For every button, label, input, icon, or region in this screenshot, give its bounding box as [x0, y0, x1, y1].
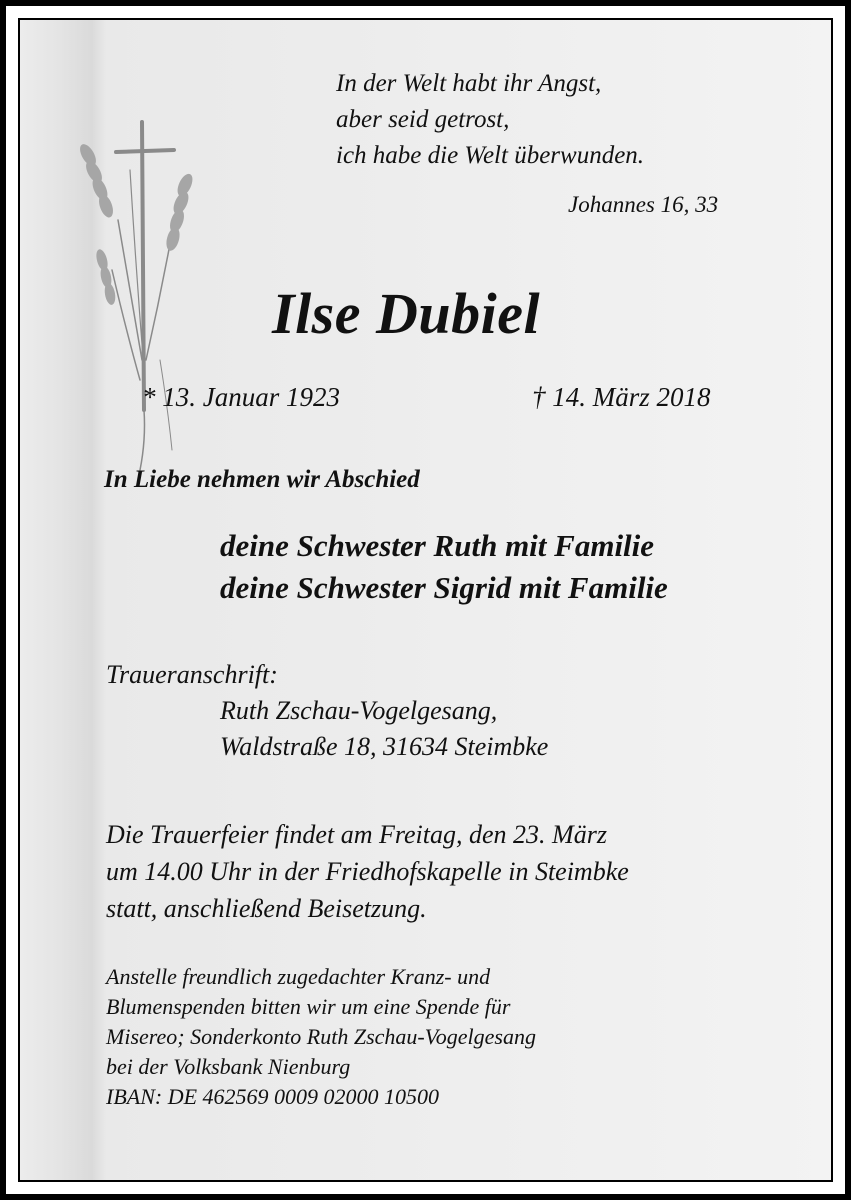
service-line-2: um 14.00 Uhr in der Friedhofskapelle in Steimbke	[106, 857, 629, 886]
notice-outer-frame	[6, 6, 845, 1194]
service-line-3: statt, anschließend Beisetzung.	[106, 894, 427, 923]
cross-wheat-icon	[60, 110, 210, 480]
donation-line-2: Blumenspenden bitten wir um eine Spende für	[106, 994, 511, 1019]
death-date: † 14. März 2018	[532, 382, 711, 412]
mourner-line-2: deine Schwester Sigrid mit Familie	[220, 570, 668, 605]
deceased-name: Ilse Dubiel	[272, 281, 541, 346]
address-label: Traueranschrift:	[106, 660, 278, 689]
mourner-line-1: deine Schwester Ruth mit Familie	[220, 528, 655, 563]
donation-iban: IBAN: DE 462569 0009 02000 10500	[106, 1084, 440, 1109]
service-line-1: Die Trauerfeier findet am Freitag, den 23. März	[106, 820, 607, 849]
address-line-1: Ruth Zschau-Vogelgesang,	[220, 696, 498, 725]
address-line-2: Waldstraße 18, 31634 Steimbke	[220, 732, 549, 761]
donation-line-3: Misereo; Sonderkonto Ruth Zschau-Vogelgesang	[106, 1024, 536, 1049]
verse-line-1: In der Welt habt ihr Angst,	[336, 70, 602, 97]
donation-line-4: bei der Volksbank Nienburg	[106, 1054, 351, 1079]
birth-date: * 13. Januar 1923	[142, 382, 340, 412]
obituary-notice	[18, 18, 833, 1182]
verse-line-2: aber seid getrost,	[336, 106, 510, 133]
farewell-intro: In Liebe nehmen wir Abschied	[104, 466, 420, 493]
verse-line-3: ich habe die Welt überwunden.	[336, 142, 645, 169]
donation-line-1: Anstelle freundlich zugedachter Kranz- und	[106, 964, 491, 989]
verse-reference: Johannes 16, 33	[568, 192, 719, 217]
